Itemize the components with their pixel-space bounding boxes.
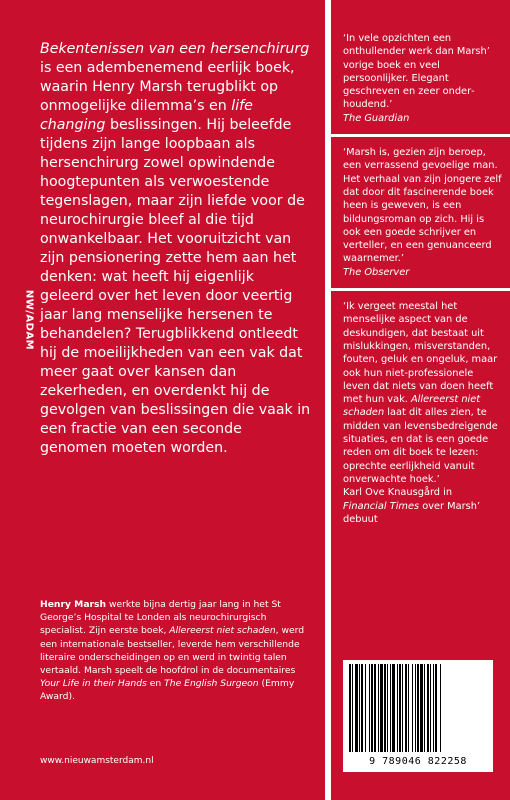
publisher-url[interactable]: www.nieuwamsterdam.nl (40, 756, 154, 766)
quote-source: The Observer (343, 266, 410, 278)
quote-source: The Guardian (343, 112, 410, 124)
isbn-number: 9 789046 822258 (369, 756, 467, 767)
isbn-barcode (343, 660, 493, 772)
quote-separator (331, 134, 510, 137)
review-quotes (343, 32, 503, 526)
book-title: Bekentenissen van een hersenchirurg (40, 41, 310, 57)
quote-observer: ‘Marsh is, gezien zijn beroep, een verrassend gevoelige man. Het verhaal van zijn jongere zelf dat door dit fascinerende boek heen is geweven, is een bildungsroman op zich. Hij is ook een goede schrijver en verteller, en een genuanceerd waarnemer.’ (343, 147, 502, 265)
barcode-bars-icon (347, 664, 489, 754)
quote-guardian: ‘In vele opzichten een onthullender werk dan Marsh’ vorige boek en veel persoonlijker. Elegant geschreven en zeer onderhoudend.’ (343, 33, 490, 111)
quote-separator (331, 288, 510, 291)
main-description (40, 40, 312, 458)
author-name: Henry Marsh (40, 599, 107, 610)
column-divider (325, 0, 331, 800)
publisher-logo: NW∕ADAM (23, 289, 35, 351)
quote-knausgard: ‘Ik vergeet meestal het menselijke aspect van de deskundigen, dat bestaat uit mislukkingen, misverstanden, fouten, geluk en ongeluk, maar ook hun niet-professionele leven dat niets van doen heeft met hun vak. Allereerst niet schaden laat dit alles zien, te midden van levensbedreigende situaties, en dat is een goede reden om dit boek te lezen: oprechte eerlijkheid vanuit onverwachte hoek.’ (343, 301, 498, 485)
author-bio: Henry Marsh werkte bijna dertig jaar lang in het St George’s Hospital te Londen als neurochirurgisch specialist. Zijn eerste boek, Allereerst niet schaden, werd een internationale bestseller, leverde hem verschillende literaire onderscheidingen op en werd in twintig talen vertaald. Marsh speelt de hoofdrol in de documentaires Your Life in their Hands en The English Surgeon (Emmy Award). (40, 599, 305, 703)
quote-source: Karl Ove Knausgård in Financial Times over Marsh’ debuut (343, 487, 481, 525)
blurb-paragraph: Bekentenissen van een hersenchirurg is een adembenemend eerlijk boek, waarin Henry Marsh terugblikt op onmogelijke dilemma’s en life changing beslissingen. Hij beleefde tijdens zijn lange loopbaan als hersenchirurg zowel opwindende hoogtepunten als verwoestende tegenslagen, maar zijn liefde voor de neurochirurgie bleef al die tijd onwankelbaar. Het vooruitzicht van zijn pensionering zette hem aan het denken: wat heeft hij eigenlijk geleerd over het leven door veertig jaar lang menselijke hersenen te behandelen? Terugblikkend ontleedt hij de moeilijkheden van een vak dat meer gaat over kansen dan zekerheden, en overdenkt hij de gevolgen van beslissingen die vaak in een fractie van een seconde genomen moeten worden. (40, 41, 311, 456)
